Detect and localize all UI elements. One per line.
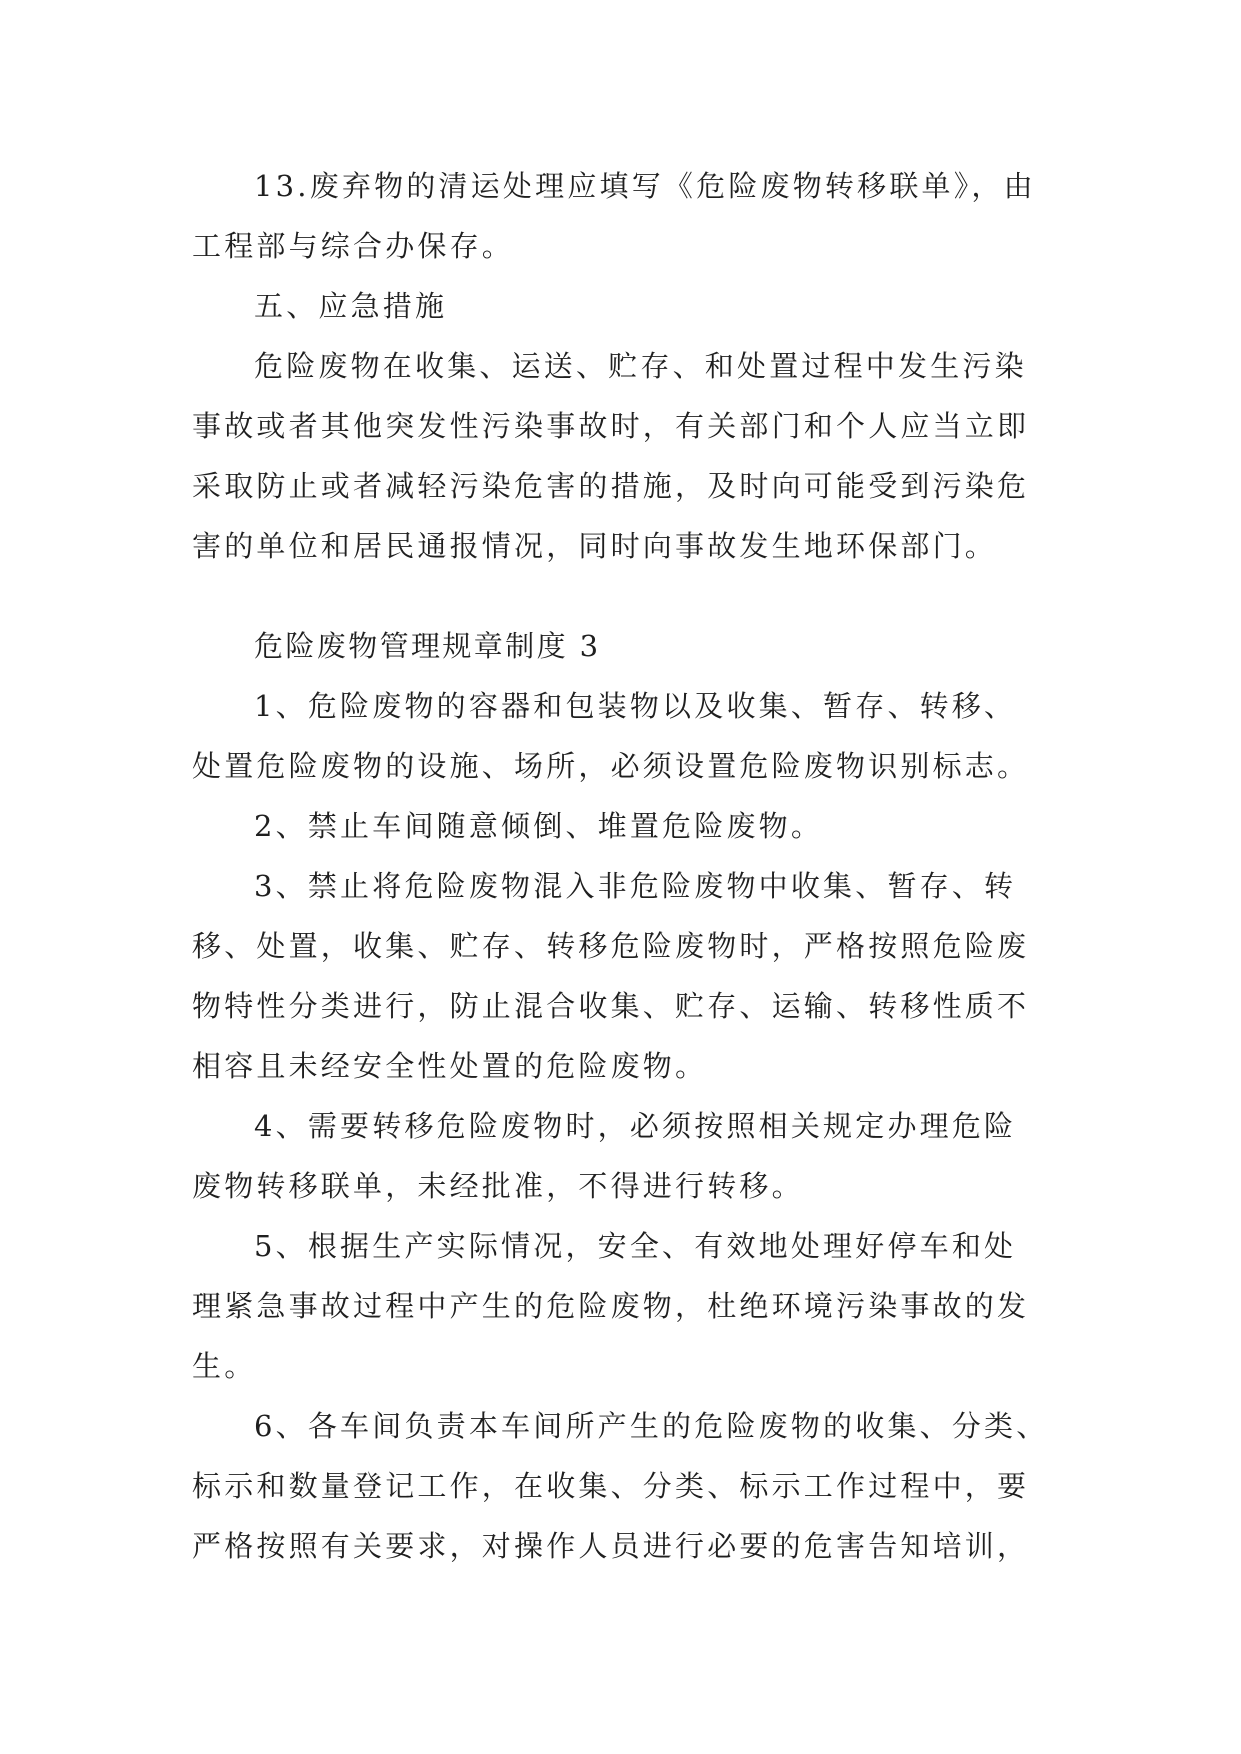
item-6-line-2: 标示和数量登记工作，在收集、分类、标示工作过程中，要 bbox=[192, 1469, 1030, 1503]
emergency-paragraph-line-1: 危险废物在收集、运送、贮存、和处置过程中发生污染 bbox=[254, 349, 1027, 383]
item-3-line-4: 相容且未经安全性处置的危险废物。 bbox=[192, 1049, 708, 1083]
item-3-line-2: 移、处置，收集、贮存、转移危险废物时，严格按照危险废 bbox=[192, 929, 1030, 963]
section-heading-emergency: 五、应急措施 bbox=[254, 289, 448, 323]
item-5-line-2: 理紧急事故过程中产生的危险废物，杜绝环境污染事故的发 bbox=[192, 1289, 1030, 1323]
item-3-line-1: 3、禁止将危险废物混入非危险废物中收集、暂存、转 bbox=[254, 869, 1017, 903]
item-4-line-1: 4、需要转移危险废物时，必须按照相关规定办理危险 bbox=[254, 1109, 1017, 1143]
item-2-line-1: 2、禁止车间随意倾倒、堆置危险废物。 bbox=[254, 809, 824, 843]
paragraph-13-line-1: 13.废弃物的清运处理应填写《危险废物转移联单》，由 bbox=[254, 169, 1036, 203]
item-5-line-1: 5、根据生产实际情况，安全、有效地处理好停车和处 bbox=[254, 1229, 1017, 1263]
emergency-paragraph-line-3: 采取防止或者减轻污染危害的措施，及时向可能受到污染危 bbox=[192, 469, 1030, 503]
emergency-paragraph-line-4: 害的单位和居民通报情况，同时向事故发生地环保部门。 bbox=[192, 529, 998, 563]
item-1-line-2: 处置危险废物的设施、场所，必须设置危险废物识别标志。 bbox=[192, 749, 1030, 783]
document-title: 危险废物管理规章制度 3 bbox=[254, 629, 601, 663]
item-1-line-1: 1、危险废物的容器和包装物以及收集、暂存、转移、 bbox=[254, 689, 1017, 723]
emergency-paragraph-line-2: 事故或者其他突发性污染事故时，有关部门和个人应当立即 bbox=[192, 409, 1030, 443]
item-3-line-3: 物特性分类进行，防止混合收集、贮存、运输、转移性质不 bbox=[192, 989, 1030, 1023]
item-6-line-1: 6、各车间负责本车间所产生的危险废物的收集、分类、 bbox=[254, 1409, 1049, 1443]
item-6-line-3: 严格按照有关要求，对操作人员进行必要的危害告知培训， bbox=[192, 1529, 1030, 1563]
paragraph-13-line-2: 工程部与综合办保存。 bbox=[192, 229, 515, 263]
item-4-line-2: 废物转移联单，未经批准，不得进行转移。 bbox=[192, 1169, 804, 1203]
item-5-line-3: 生。 bbox=[192, 1349, 257, 1383]
